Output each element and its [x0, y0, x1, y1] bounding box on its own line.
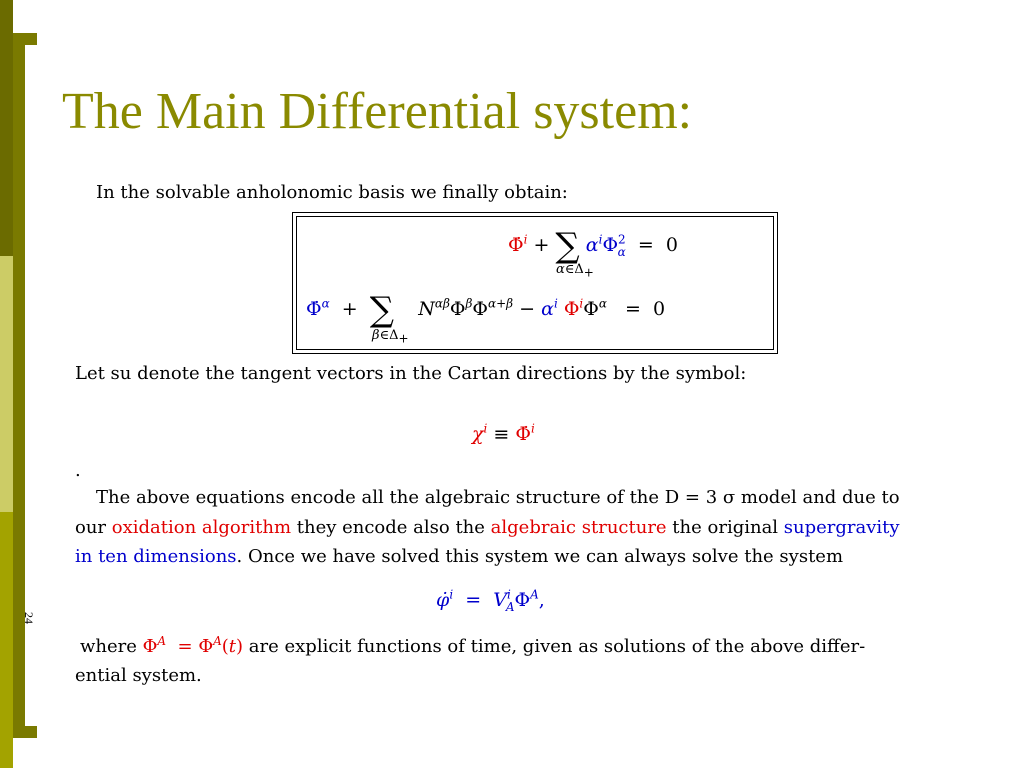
equation-1: Φ̇$^i$ + ∑ $\alpha^i\Phi^2_\alpha = 0$: [508, 226, 678, 266]
paragraph-line-3: in ten dimensions. Once we have solved this system we can always solve the system: [75, 546, 844, 567]
supergravity-text: supergravity: [783, 517, 900, 538]
phi-a-definition: $\Phi^A = \Phi^A(t)$: [142, 634, 244, 657]
where-line-2: ential system.: [75, 665, 202, 686]
equation-1-sum-index: $\alpha\in\Delta_+$: [556, 262, 594, 280]
side-bar-bottom: [0, 512, 13, 768]
phi-dot-equation: φ̇$^i$ = $V^i_A\Phi^A$,: [436, 588, 545, 615]
where-line-1: where $\Phi^A = \Phi^A(t)$ are explicit functions of time, given as solutions of the above differ-: [80, 634, 866, 657]
side-bar-middle: [0, 256, 13, 512]
equation-2: Φ̇$^\alpha$ + ∑ $N^{\alpha\beta}\Phi^\beta\Phi^{\alpha+\beta} - \alpha^i$ $\Phi^i\Phi^\alpha = 0$: [306, 290, 666, 330]
paragraph-line-1: The above equations encode all the algebraic structure of the D = 3 σ model and due to: [96, 487, 900, 508]
slide-number: 24: [22, 612, 36, 624]
dot-mark: .: [75, 460, 81, 481]
slide-title: The Main Differential system:: [62, 83, 693, 140]
let-text: Let su denote the tangent vectors in the Cartan directions by the symbol:: [75, 363, 747, 384]
paragraph-line-2: our oxidation algorithm they encode also the algebraic structure the original supergravity: [75, 517, 900, 538]
equation-2-sum-index: $\beta\in\Delta_+$: [372, 328, 409, 346]
side-bar-top: [0, 0, 13, 256]
oxidation-algorithm-text: oxidation algorithm: [111, 517, 292, 538]
intro-text: In the solvable anholonomic basis we finally obtain:: [96, 182, 568, 203]
side-bracket: [13, 33, 25, 738]
ten-dimensions-text: in ten dimensions: [75, 546, 237, 567]
algebraic-structure-text: algebraic structure: [490, 517, 667, 538]
chi-definition: $\chi^i$ ≡ Φ̇$^i$: [472, 422, 535, 446]
